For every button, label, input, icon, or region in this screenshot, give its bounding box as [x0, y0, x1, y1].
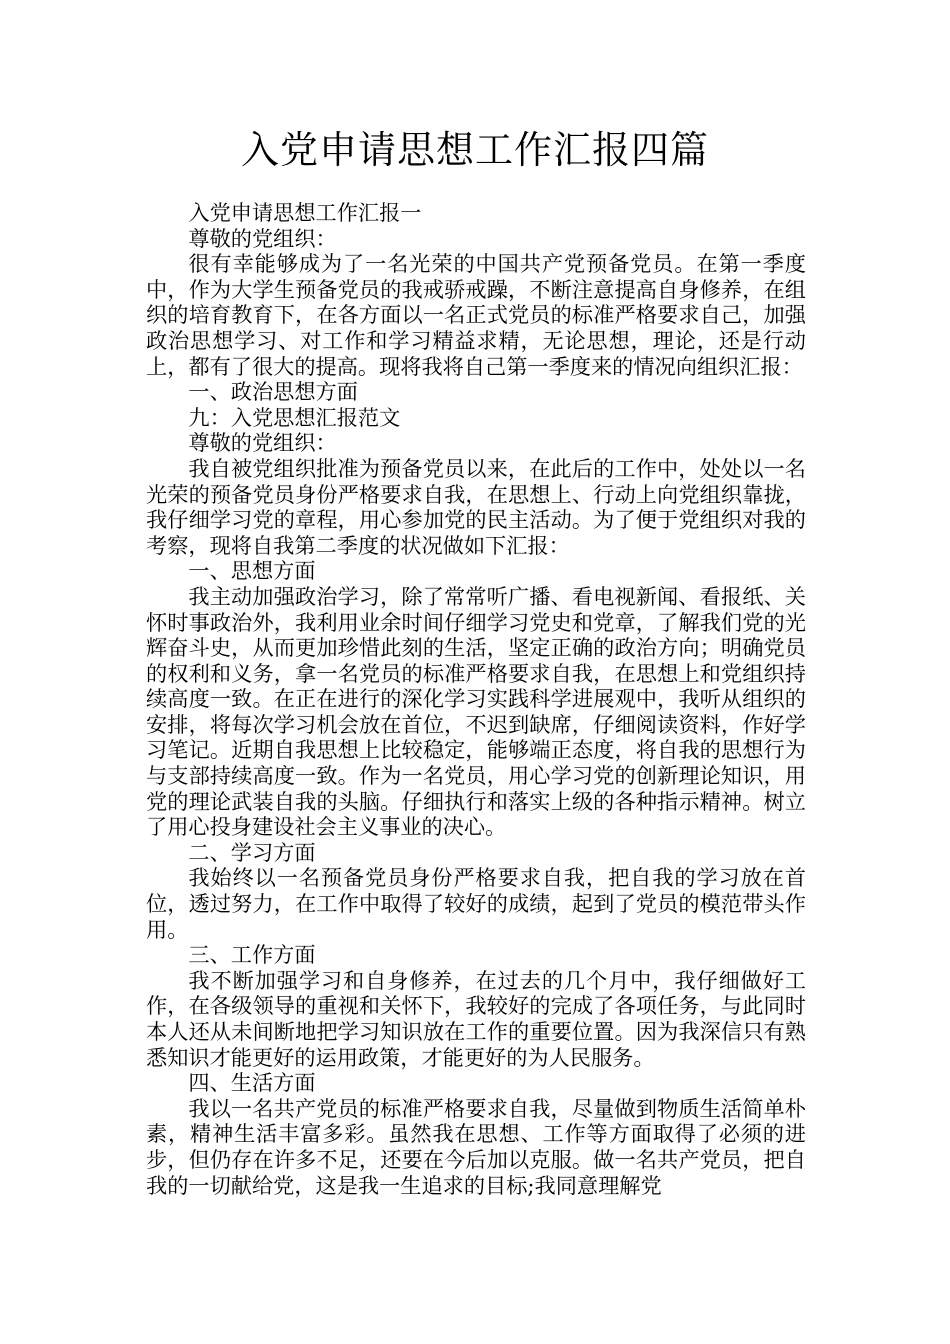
- paragraph-work: 我不断加强学习和自身修养，在过去的几个月中，我仔细做好工作，在各级领导的重视和关怀下，我较好的完成了各项任务，与此同时本人还从未间断地把学习知识放在工作的重要位置。因为我深信只有熟悉知识才能更好的运用政策，才能更好的为人民服务。: [146, 967, 806, 1070]
- section-heading-thought: 一、思想方面: [188, 558, 316, 584]
- document-title: 入党申请思想工作汇报四篇: [240, 128, 709, 172]
- paragraph-intro-2: 我自被党组织批准为预备党员以来，在此后的工作中，处处以一名光荣的预备党员身份严格要求自我，在思想上、行动上向党组织靠拢，我仔细学习党的章程，用心参加党的民主活动。为了便于党组织对我的考察，现将自我第二季度的状况做如下汇报：: [146, 455, 806, 558]
- paragraph-salutation-2: 尊敬的党组织：: [188, 430, 337, 456]
- paragraph-salutation: 尊敬的党组织：: [188, 225, 337, 251]
- section-heading-life: 四、生活方面: [188, 1070, 316, 1096]
- paragraph-report-heading: 入党申请思想工作汇报一: [188, 200, 422, 225]
- paragraph-life: 我以一名共产党员的标准严格要求自我，尽量做到物质生活简单朴素，精神生活丰富多彩。虽然我在思想、工作等方面取得了必须的进步，但仍存在许多不足，还要在今后加以克服。做一名共产党员，把自我的一切献给党，这是我一生追求的目标;我同意理解党: [146, 1095, 806, 1198]
- section-heading-work: 三、工作方面: [188, 942, 316, 968]
- section-heading-political-thought: 一、政治思想方面: [188, 379, 358, 405]
- paragraph-thought: 我主动加强政治学习，除了常常听广播、看电视新闻、看报纸、关怀时事政治外，我利用业余时间仔细学习党史和党章，了解我们党的光辉奋斗史，从而更加珍惜此刻的生活，坚定正确的政治方向；明确党员的权利和义务，拿一名党员的标准严格要求自我，在思想上和党组织持续高度一致。在正在进行的深化学习实践科学进展观中，我听从组织的安排，将每次学习机会放在首位，不迟到缺席，仔细阅读资料，作好学习笔记。近期自我思想上比较稳定，能够端正态度，将自我的思想行为与支部持续高度一致。作为一名党员，用心学习党的创新理论知识，用党的理论武装自我的头脑。仔细执行和落实上级的各种指示精神。树立了用心投身建设社会主义事业的决心。: [146, 583, 806, 840]
- paragraph-intro: 很有幸能够成为了一名光荣的中国共产党预备党员。在第一季度中，作为大学生预备党员的我戒骄戒躁，不断注意提高自身修养，在组织的培育教育下，在各方面以一名正式党员的标准严格要求自己，加强政治思想学习、对工作和学习精益求精，无论思想，理论，还是行动上，都有了很大的提高。现将我将自己第一季度来的情况向组织汇报：: [146, 251, 806, 379]
- paragraph-study: 我始终以一名预备党员身份严格要求自我，把自我的学习放在首位，透过努力，在工作中取得了较好的成绩，起到了党员的模范带头作用。: [146, 865, 806, 942]
- section-heading-study: 二、学习方面: [188, 839, 316, 865]
- document-body: [146, 200, 806, 1198]
- paragraph-sample-heading: 九：入党思想汇报范文: [188, 404, 401, 430]
